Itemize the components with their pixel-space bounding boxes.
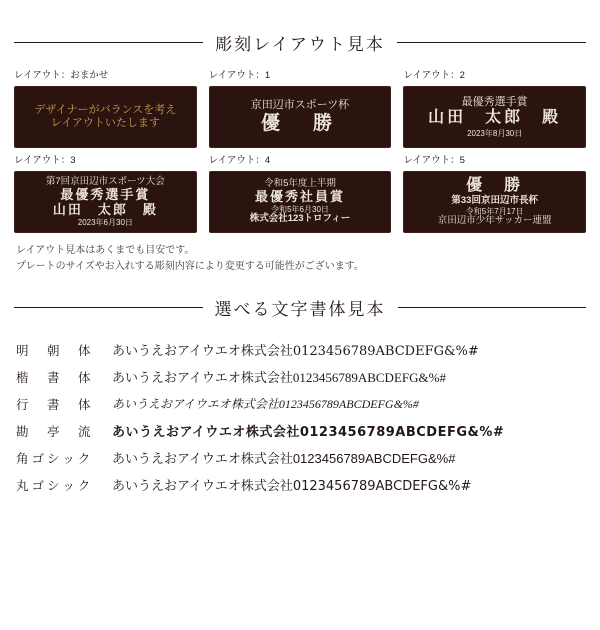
section-header-fonts xyxy=(0,295,600,320)
font-sample-text: あいうえおアイウエオ株式会社0123456789ABCDEFG&%# xyxy=(112,397,419,411)
section-header-layout xyxy=(0,30,600,55)
plate-line: 2023年6月30日 xyxy=(77,217,133,227)
divider-right xyxy=(398,307,587,308)
plate-line: 第33回京田辺市長杯 xyxy=(451,194,538,206)
font-sample-text: あいうえおアイウエオ株式会社0123456789ABCDEFG&%# xyxy=(112,344,479,359)
font-sample-text: あいうえおアイウエオ株式会社0123456789ABCDEFG&%# xyxy=(112,425,505,440)
plate-line: 株式会社123トロフィー xyxy=(249,213,351,225)
engraving-plate xyxy=(403,171,586,233)
font-sample-text: あいうえおアイウエオ株式会社0123456789ABCDEFG&%# xyxy=(112,451,456,466)
plate-line: 令和5年7月17日 xyxy=(465,206,524,216)
layout-sample-0 xyxy=(14,69,197,148)
note-line: プレートのサイズやお入れする彫刻内容により変更する可能性がございます。 xyxy=(16,261,364,272)
layout-sample-label: レイアウト：2 xyxy=(403,70,465,81)
engraving-plate xyxy=(403,86,586,148)
engraving-plate xyxy=(209,171,392,233)
font-sample-section xyxy=(0,295,600,498)
section-title-layout: 彫刻レイアウト見本 xyxy=(215,35,385,54)
divider-right xyxy=(397,42,586,43)
plate-line: デザイナーがバランスを考え xyxy=(34,104,177,117)
plate-line: 最優秀社員賞 xyxy=(254,188,345,204)
font-name-label: 角ゴシック xyxy=(16,451,94,466)
section-title-fonts: 選べる文字書体見本 xyxy=(214,300,386,319)
font-row-mincho xyxy=(16,336,584,363)
engraving-plate xyxy=(209,86,392,148)
divider-left xyxy=(14,42,203,43)
font-row-gyosho xyxy=(16,390,584,417)
plate-line: 優 勝 xyxy=(466,177,524,195)
font-row-maru-gothic xyxy=(16,471,584,498)
plate-line: レイアウトいたします xyxy=(50,117,160,129)
divider-left xyxy=(14,307,203,308)
layout-sample-label: レイアウト：3 xyxy=(14,155,76,166)
layout-sample-4 xyxy=(209,154,392,233)
font-row-kantei xyxy=(16,417,584,444)
plate-line: 山田 太郎 殿 xyxy=(428,108,562,126)
layout-sample-2 xyxy=(403,69,586,148)
font-list xyxy=(16,336,584,498)
layout-sample-label: レイアウト：おまかせ xyxy=(14,70,109,81)
plate-line: 京田辺市少年サッカー連盟 xyxy=(437,214,552,226)
font-sample-text: あいうえおアイウエオ株式会社0123456789ABCDEFG&%# xyxy=(112,370,446,385)
font-row-kaisho xyxy=(16,363,584,390)
plate-line: 最優秀選手賞 xyxy=(461,95,528,108)
font-name-label: 勘 亭 流 xyxy=(16,424,94,439)
plate-line: 第7回京田辺市スポーツ大会 xyxy=(45,176,165,187)
layout-sample-1 xyxy=(209,69,392,148)
font-name-label: 行 書 体 xyxy=(16,397,94,412)
layout-sample-3 xyxy=(14,154,197,233)
layout-notes xyxy=(16,243,584,275)
layout-sample-grid xyxy=(14,69,586,233)
note-line: レイアウト見本はあくまでも目安です。 xyxy=(16,245,195,256)
plate-line: 山田 太郎 殿 xyxy=(52,201,158,217)
font-name-label: 丸ゴシック xyxy=(16,478,94,493)
plate-line: 2023年8月30日 xyxy=(467,128,523,138)
font-sample-text: あいうえおアイウエオ株式会社0123456789ABCDEFG&%# xyxy=(112,479,472,494)
page-root xyxy=(0,30,600,630)
plate-line: 最優秀選手賞 xyxy=(60,186,151,202)
engraving-plate xyxy=(14,171,197,233)
layout-sample-label: レイアウト：4 xyxy=(208,155,271,166)
plate-line: 令和5年6月30日 xyxy=(271,204,329,214)
layout-sample-label: レイアウト：1 xyxy=(208,70,271,81)
font-name-label: 明 朝 体 xyxy=(16,343,94,358)
plate-line: 令和5年度上半期 xyxy=(264,178,336,190)
layout-sample-5 xyxy=(403,154,586,233)
layout-sample-label: レイアウト：5 xyxy=(403,155,465,166)
plate-line: 京田辺市スポーツ杯 xyxy=(250,98,350,111)
plate-line: 優 勝 xyxy=(260,113,339,135)
font-row-kaku-gothic xyxy=(16,444,584,471)
engraving-plate xyxy=(14,86,197,148)
font-name-label: 楷 書 体 xyxy=(16,370,94,385)
